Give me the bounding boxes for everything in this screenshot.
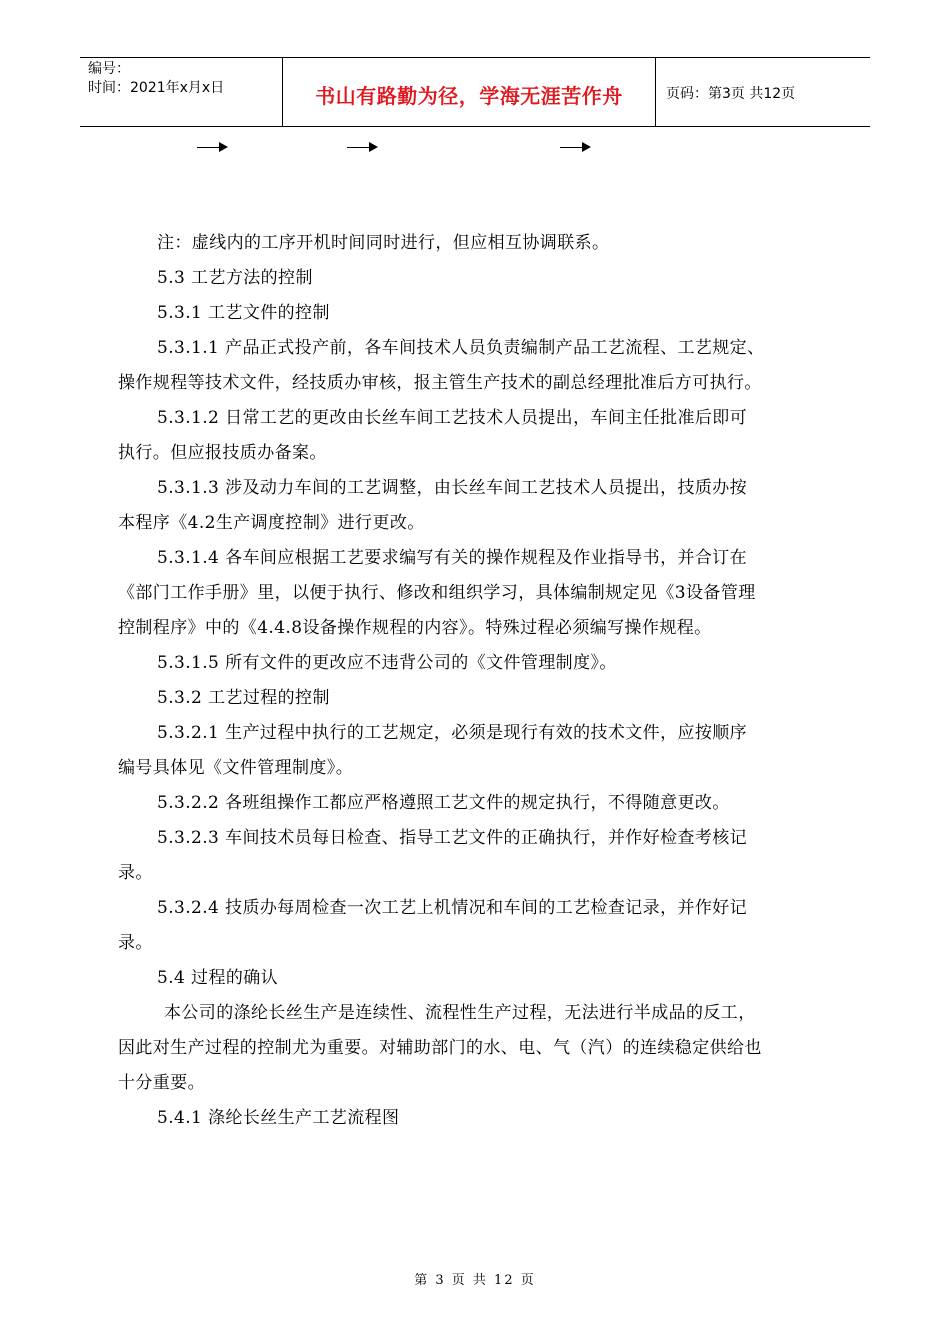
body-line: 本公司的涤纶长丝生产是连续性、流程性生产过程，无法进行半成品的反工， — [164, 1003, 756, 1023]
body-line: 5.3.2.4 技质办每周检查一次工艺上机情况和车间的工艺检查记录，并作好记 — [157, 898, 748, 918]
section-heading: 5.3.2 工艺过程的控制 — [157, 688, 330, 708]
page-footer: 第 3 页 共 12 页 — [414, 1273, 536, 1288]
body-line: 本程序《4.2生产调度控制》进行更改。 — [118, 513, 425, 533]
body-line: 录。 — [118, 933, 153, 953]
body-line: 《部门工作手册》里，以便于执行、修改和组织学习，具体编制规定见《3设备管理 — [118, 583, 756, 603]
flow-arrow-icon — [347, 140, 379, 154]
header-page-code: 页码：第3页 共12页 — [666, 86, 796, 102]
section-heading: 5.4 过程的确认 — [157, 968, 279, 988]
body-line: 5.3.1.5 所有文件的更改应不违背公司的《文件管理制度》。 — [157, 653, 617, 673]
header-motto-cell — [282, 58, 656, 126]
document-number-label: 编号： — [88, 61, 130, 77]
body-line: 5.3.2.3 车间技术员每日检查、指导工艺文件的正确执行，并作好检查考核记 — [157, 828, 748, 848]
body-line: 5.3.1.1 产品正式投产前，各车间技术人员负责编制产品工艺流程、工艺规定、 — [157, 338, 765, 358]
body-line: 注：虚线内的工序开机时间同时进行，但应相互协调联系。 — [157, 233, 610, 253]
document-time-label: 时间：2021年x月x日 — [88, 80, 225, 96]
body-line: 5.3.2.2 各班组操作工都应严格遵照工艺文件的规定执行，不得随意更改。 — [157, 793, 730, 813]
body-line: 操作规程等技术文件，经技质办审核，报主管生产技术的副总经理批准后方可执行。 — [118, 373, 762, 393]
section-heading: 5.3.1 工艺文件的控制 — [157, 303, 330, 323]
header-meta — [80, 58, 282, 126]
body-line: 5.3.1.2 日常工艺的更改由长丝车间工艺技术人员提出，车间主任批准后即可 — [157, 408, 748, 428]
section-heading: 5.3 工艺方法的控制 — [157, 268, 313, 288]
flow-arrow-icon — [197, 140, 229, 154]
body-line: 十分重要。 — [118, 1073, 205, 1093]
document-header — [80, 57, 870, 127]
flow-arrow-icon — [560, 140, 592, 154]
section-heading: 5.4.1 涤纶长丝生产工艺流程图 — [157, 1108, 400, 1128]
header-motto: 书山有路勤为径，学海无涯苦作舟 — [315, 84, 623, 108]
body-line: 执行。但应报技质办备案。 — [118, 443, 327, 463]
body-line: 编号具体见《文件管理制度》。 — [118, 758, 354, 778]
body-line: 5.3.2.1 生产过程中执行的工艺规定，必须是现行有效的技术文件，应按顺序 — [157, 723, 748, 743]
body-line: 录。 — [118, 863, 153, 883]
body-line: 5.3.1.4 各车间应根据工艺要求编写有关的操作规程及作业指导书，并合订在 — [157, 548, 748, 568]
body-line: 控制程序》中的《4.4.8设备操作规程的内容》。特殊过程必须编写操作规程。 — [118, 618, 712, 638]
body-line: 5.3.1.3 涉及动力车间的工艺调整，由长丝车间工艺技术人员提出，技质办按 — [157, 478, 748, 498]
body-line: 因此对生产过程的控制尤为重要。对辅助部门的水、电、气（汽）的连续稳定供给也 — [118, 1038, 762, 1058]
header-page-cell — [656, 58, 870, 126]
